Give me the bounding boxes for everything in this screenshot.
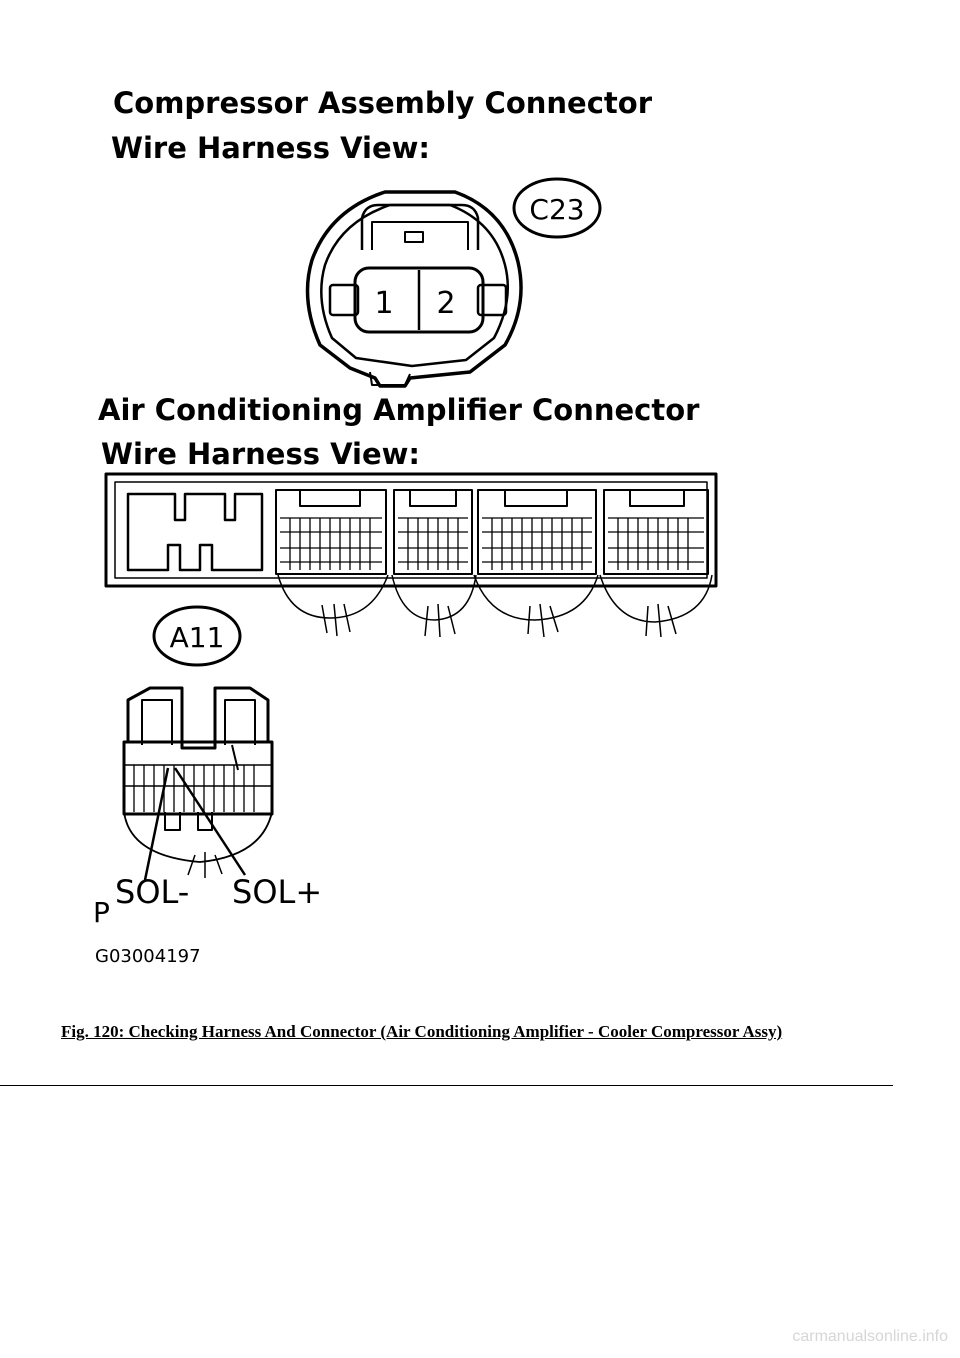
figure-caption[interactable]: Fig. 120: Checking Harness And Connector (Air Conditioning Amplifier - Cooler Compressor Assy) bbox=[61, 1022, 783, 1041]
horizontal-rule bbox=[0, 1085, 893, 1086]
compressor-pin-1: 1 bbox=[374, 286, 394, 321]
a11-connector-drawing bbox=[124, 688, 272, 880]
amplifier-connector-title: Air Conditioning Amplifier Connector bbox=[98, 393, 700, 427]
c23-code: C23 bbox=[529, 193, 585, 226]
amplifier-connector-block bbox=[106, 474, 716, 586]
pin-sol-minus: SOL- bbox=[115, 873, 190, 911]
compressor-pin-2: 2 bbox=[436, 286, 456, 321]
compressor-connector-title: Compressor Assembly Connector bbox=[113, 86, 652, 120]
marker-p: P bbox=[93, 896, 110, 929]
figure-code: G03004197 bbox=[95, 946, 201, 967]
pin-sol-plus: SOL+ bbox=[232, 873, 323, 911]
compressor-wire-harness-view-label: Wire Harness View: bbox=[111, 131, 430, 165]
watermark: carmanualsonline.info bbox=[792, 1328, 948, 1345]
amplifier-wire-harness-view-label: Wire Harness View: bbox=[101, 437, 420, 471]
amplifier-wire-bundles bbox=[278, 575, 712, 637]
compressor-connector-drawing bbox=[308, 192, 522, 386]
a11-code: A11 bbox=[169, 621, 225, 654]
